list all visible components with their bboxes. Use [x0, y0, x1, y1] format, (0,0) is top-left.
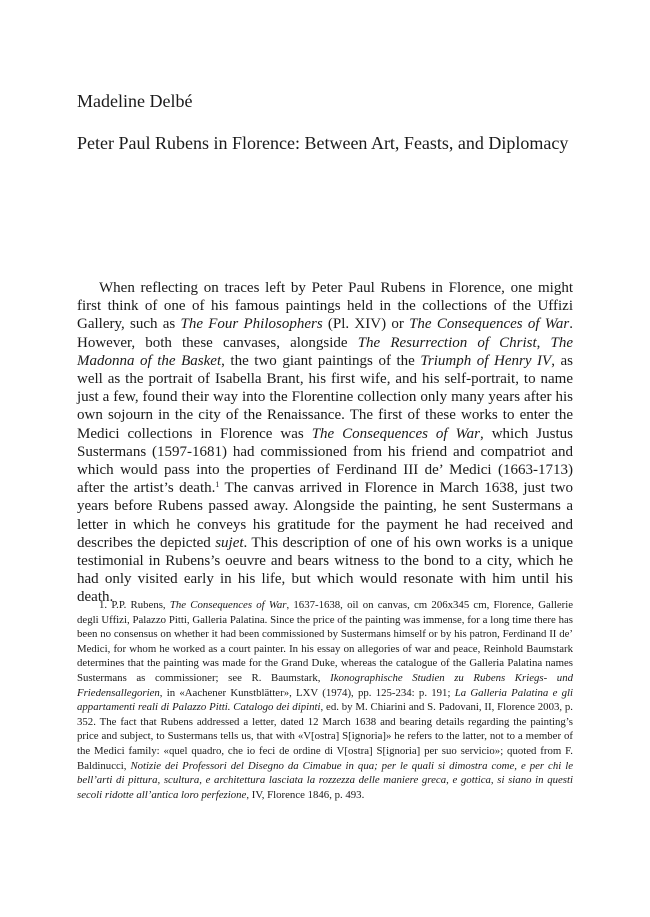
artwork-title: Triumph of Henry IV	[420, 352, 552, 369]
artwork-title: The Madonna of the Basket	[77, 334, 573, 369]
artwork-title: The Consequences of War	[311, 425, 480, 442]
body-text: (Pl. XIV) or	[322, 316, 410, 333]
footnote-text: , IV, Florence 1846, p. 493.	[246, 788, 365, 801]
footnote-italic: Ikonographische Studien zu Rubens Kriegs- und Friedensallegorien	[77, 671, 573, 699]
body-text: . This description of one of his own works is a unique testimonial in Rubens’s oeuvre and bears witness to the bond to a city, which he had only visited early in his life, but which would resonate with him until his death.	[77, 534, 573, 606]
body-text: When reflecting on traces left by Peter Paul Rubens in Florence, one might first think of one of his famous paintings held in the collections of the Uffizi Gallery, such as	[77, 280, 573, 333]
body-text: . However, both these canvases, alongside	[77, 316, 574, 351]
body-text: ,	[536, 334, 551, 351]
body-text: , the two giant paintings of the	[221, 352, 421, 369]
emphasis: sujet	[215, 534, 244, 551]
body-text: The canvas arrived in Florence in March 1638, just two years before Rubens passed away. Alongside the painting, he sent Sustermans a letter in which he conveys his gratitude for the payment he had received and describes the depicted	[77, 480, 573, 551]
footnote-italic: La Galleria Palatina e gli appartamenti reali di Palazzo Pitti. Catalogo dei dipinti	[77, 686, 573, 714]
footnote-reference[interactable]: 1	[215, 480, 220, 490]
body-text: , which Justus Sustermans (1597-1681) had commissioned from his friend and compatriot and which would pass into the properties of Ferdinand III de’ Medici (1663-1713) after the artist’s death.	[77, 425, 573, 497]
footnote-italic: The Consequences of War	[169, 599, 287, 611]
footnote-text: , 1637-1638, oil on canvas, cm 206x345 cm, Florence, Gallerie degli Uffizi, Palazzo Pitti, Galleria Palatina. Since the price of the painting was immense, for a long time there has been no consensus on whether it had been commissioned by Sustermans himself or by his patron, Ferdinand II de’ Medici, for whom he worked as a court painter. In his essay on allegories of war and peace, Reinhold Baumstark determines that the painting was made for the Grand Duke, whereas the catalogue of the Galleria Palatina names Sustermans as commissioner; see R. Baumstark,	[77, 599, 573, 684]
artwork-title: The Resurrection of Christ	[357, 334, 537, 351]
footnote-text: , in «Aachener Kunstblätter», LXV (1974), pp. 125-234: p. 191;	[159, 686, 455, 699]
body-paragraph	[77, 279, 573, 607]
footnote	[77, 598, 573, 802]
artwork-title: The Consequences of War	[409, 316, 570, 333]
body-text: , as well as the portrait of Isabella Brant, his first wife, and his self-portrait, to name just a few, found their way into the Florentine collection only many years after his own sojourn in the city of the Renaissance. The first of these works to enter the Medici collections in Florence was	[77, 352, 573, 442]
artwork-title: The Four Philosophers	[180, 316, 323, 333]
footnote-text: 1. P.P. Rubens,	[99, 599, 170, 611]
author-name: Madeline Delbé	[77, 91, 193, 111]
footnote-italic: Notizie dei Professori del Disegno da Cimabue in qua; per le quali si dimostra come, e per chi le bell’arti di pittura, scultura, e architettura lasciata la rozzezza delle maniere greca, e gottica, si siano in questi secoli ridotte all’antica loro perfezione	[77, 759, 574, 801]
footnote-text: , ed. by M. Chiarini and S. Padovani, II, Florence 2003, p. 352. The fact that Rubens addressed a letter, dated 12 March 1638 and bearing details regarding the painting’s price and subject, to Sustermans tells us, that with «V[ostra] S[ignoria]» he refers to the latter, not to a member of the Medici family: «quel quadro, che io feci de ordine di V[ostra] S[ignoria] per suo servicio»; quoted from F. Baldinucci,	[77, 701, 573, 772]
chapter-title: Peter Paul Rubens in Florence: Between Art, Feasts, and Diplomacy	[77, 133, 569, 153]
